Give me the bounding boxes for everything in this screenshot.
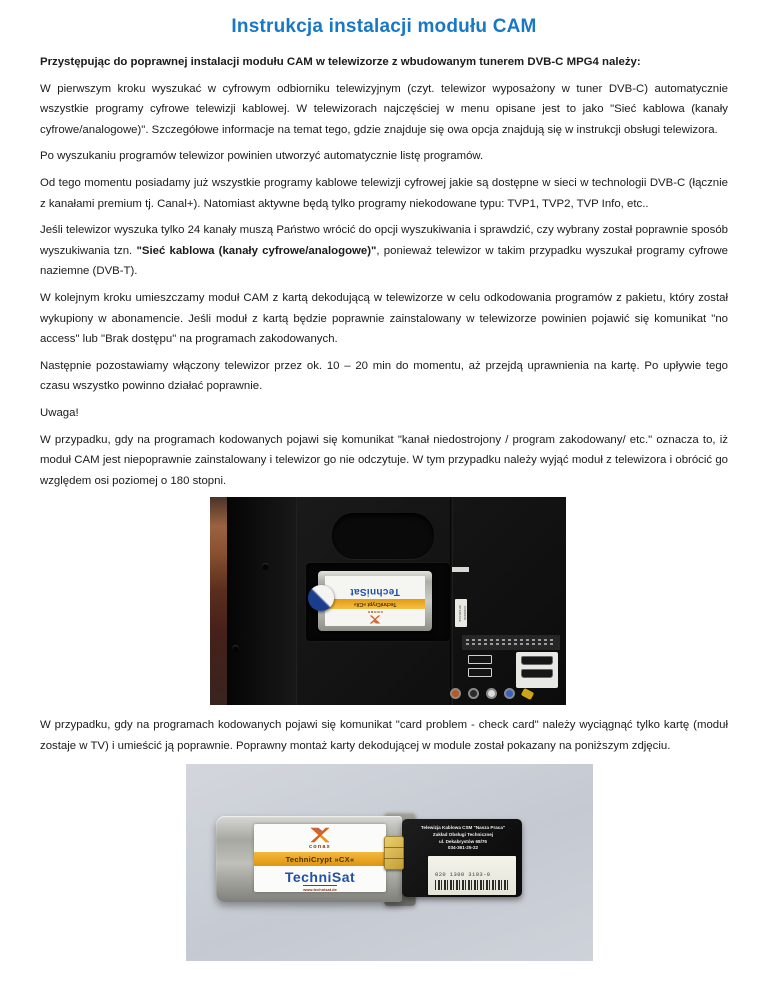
yellow-cable (521, 688, 534, 700)
rca-connector-white (486, 688, 497, 699)
paragraph-step-search: W pierwszym kroku wyszukać w cyfrowym odbiorniku telewizyjnym (czyt. telewizor wyposażony w tuner DVB-C) automatycznie wszystkie programy cyfrowe telewizji kablowej. W telewizorach najczęściej w menu opisane jest to jako "Sieć kablowa (kanały cyfrowe/analogowe)". Szczegółowe informacje na temat tego, gdzie znajduje się owa opcja znajdują się w instrukcji obsługi telewizora. (40, 82, 728, 136)
paragraph-step-list: Po wyszukaniu programów telewizor powinien utworzyć automatycznie listę programów. (40, 150, 484, 163)
smart-card-chip (384, 836, 404, 870)
paragraph-warning-card: W przypadku, gdy na programach kodowanych pojawi się komunikat "card problem - check card" należy wyciągnąć tylko kartę (moduł zostaje w TV) i umieścić ją poprawnie. Poprawny montaż karty dekodującej w module został pokazany na poniższym zdjęciu. (40, 719, 728, 752)
paragraph-step-channels: Od tego momentu posiadamy już wszystkie programy kablowe telewizji cyfrowej jakie są dostępne w sieci w technologii DVB-C (łącznie z kanałami premium tj. Canal+). Natomiast aktywne będą tylko programy niekodowane typu: TVP1, TVP2, TVP Info, etc.. (40, 176, 728, 210)
photo-tv-back-with-cam (210, 497, 566, 705)
hdmi-port (521, 656, 553, 665)
paragraph-step-module: W kolejnym kroku umieszczamy moduł CAM z kartą dekodującą w telewizorze w celu odkodowania programów z pakietu, który został wykupiony w abonamencie. Jeśli moduł z kartą będzie poprawnie zainstalowany w telewizorze powinien pojawić się komunikat "no access" lub "Brak dostępu" na programach zakodowanych. (40, 291, 728, 346)
paragraph-step-24 (40, 220, 728, 282)
conax-wordmark: conax (367, 610, 383, 616)
paragraph-intro: Przystępując do poprawnej instalacji modułu CAM w telewizorze z wbudowanym tunerem DVB-C MPG4 należy: (40, 56, 641, 68)
panel-seam (450, 497, 453, 705)
run-bold: "Sieć kablowa (kanały cyfrowe/analogowe)" (136, 244, 377, 257)
run-normal: , ponieważ telewizor w takim przypadku wyszukał programy cyfrowe naziemne (DVB-T). (40, 244, 728, 278)
rca-connector-dark (468, 688, 479, 699)
smart-card-text (408, 825, 518, 851)
paragraph-warning-label: Uwaga! (40, 406, 79, 419)
usb-lan-ports (468, 655, 502, 687)
conax-wordmark: conax (309, 844, 331, 851)
lan-port (468, 668, 492, 677)
run-normal: Jeśli telewizor wyszuka tylko 24 kanały muszą Państwo wrócić do opcji wyszukiwania i sprawdzić, czy wybrany został poprawnie sposób wyszukiwania tzn. (40, 224, 728, 257)
card-address-line: ul. Dekabrystów 68/76 (438, 838, 487, 844)
rca-connector-blue (504, 688, 515, 699)
background-wall (210, 497, 227, 705)
sticker-text-line (466, 643, 556, 645)
cam-module-inserted (318, 571, 432, 631)
technisat-url: www.technisat.de (303, 887, 337, 893)
usb-port (468, 655, 492, 664)
card-serial-sticker (428, 856, 516, 895)
page-title: Instrukcja instalacji modułu CAM (231, 16, 537, 37)
component-av-connectors (450, 688, 533, 699)
tv-handle-recess (332, 513, 434, 559)
conax-logo-icon (308, 827, 332, 843)
common-interface-label: COMMON INTERFACE (455, 599, 467, 627)
technicrypt-band: TechniCrypt »CX« (325, 599, 425, 609)
conax-logo-icon (368, 615, 382, 624)
card-operator-line: Telewizja Kablowa CSM "Nasza Praca" (420, 825, 506, 831)
document-body (40, 52, 728, 961)
barcode-icon (435, 880, 509, 890)
tv-side-edge (227, 497, 297, 705)
cam-module-label (254, 824, 386, 892)
ports-info-sticker (462, 635, 560, 650)
card-serial-number: 020 1300 3103-0 (435, 871, 491, 879)
technisat-wordmark: TechniSat (284, 869, 356, 886)
paragraph-warning-flip: W przypadku, gdy na programach kodowanych pojawi się komunikat "kanał niedostrojony / program zakodowany/ etc." oznacza to, iż moduł CAM jest niepoprawnie zainstalowany i telewizor go nie odczytuje. W tym przypadku należy wyjąć moduł z telewizora i obrócić go względem osi poziomej o 180 stopni. (40, 433, 728, 487)
small-sticker (452, 567, 469, 572)
paragraph-step-wait: Następnie pozostawiamy włączony telewizor przez ok. 10 – 20 min do momentu, aż przejdą uprawnienia na kartę. Po upływie tego czasu wszystko powinno działać poprawnie. (40, 359, 728, 393)
hdmi-port (521, 669, 553, 678)
technicrypt-band: TechniCrypt »CX« (254, 852, 386, 866)
cam-module-label-upside-down (325, 576, 425, 626)
hdmi-ports-panel (516, 652, 558, 688)
photo-cam-module-with-card (186, 764, 593, 961)
sticker-text-line (466, 639, 556, 641)
technisat-wordmark: TechniSat (350, 586, 400, 598)
rca-connector-orange (450, 688, 461, 699)
card-phone-line: 034-361-25-22 (447, 845, 479, 851)
card-department-line: Zakład Obsługi Technicznej (432, 832, 494, 838)
